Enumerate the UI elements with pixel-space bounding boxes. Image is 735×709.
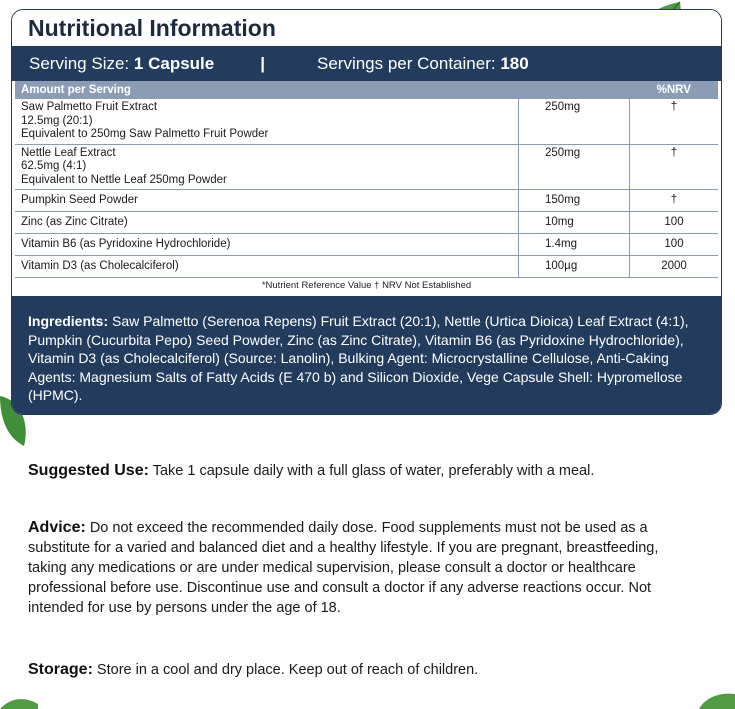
- header-nrv: %NRV: [630, 81, 719, 99]
- table-row: [15, 190, 718, 212]
- nutrition-table: [15, 81, 718, 278]
- advice-label: Advice:: [28, 519, 86, 536]
- advice-section: [28, 518, 698, 618]
- serving-size-label: Serving Size:: [29, 53, 130, 73]
- serving-separator: |: [260, 53, 265, 73]
- table-row: [15, 144, 718, 190]
- row-nrv: 100: [630, 234, 719, 256]
- servings-per-container-value: 180: [500, 53, 529, 73]
- suggested-use-section: [28, 461, 698, 481]
- row-amount: 150mg: [519, 190, 630, 212]
- serving-size-value: 1 Capsule: [133, 53, 215, 73]
- ingredients-block: [12, 296, 721, 414]
- storage-label: Storage:: [28, 661, 93, 678]
- table-footnote: *Nutrient Reference Value † NRV Not Established: [261, 280, 472, 291]
- serving-bar: [12, 46, 721, 81]
- table-row: [15, 234, 718, 256]
- row-name: Vitamin D3 (as Cholecalciferol): [15, 256, 519, 278]
- row-detail: Equivalent to Nettle Leaf 250mg Powder: [21, 173, 227, 186]
- row-detail: 62.5mg (4:1): [21, 160, 87, 172]
- storage-text: Store in a cool and dry place. Keep out of reach of children.: [92, 662, 479, 678]
- table-row: [15, 99, 718, 144]
- leaf-bottom-left-icon: [0, 694, 40, 709]
- row-detail: 12.5mg (20:1): [21, 114, 93, 127]
- leaf-bottom-right-icon: [695, 690, 735, 709]
- row-nrv: †: [630, 190, 719, 212]
- suggested-use-text: Take 1 capsule daily with a full glass of water, preferably with a meal.: [148, 463, 595, 479]
- row-amount: 1.4mg: [519, 234, 630, 256]
- row-amount: 250mg: [519, 144, 630, 190]
- table-row: [15, 212, 718, 234]
- row-name: Nettle Leaf Extract: [21, 146, 116, 159]
- row-nrv: 2000: [630, 256, 719, 278]
- row-name: Zinc (as Zinc Citrate): [15, 212, 519, 234]
- suggested-use-label: Suggested Use:: [28, 462, 149, 479]
- ingredients-label: Ingredients:: [28, 313, 109, 329]
- panel-title: Nutritional Information: [12, 10, 721, 46]
- servings-per-container-label: Servings per Container:: [316, 53, 496, 73]
- row-nrv: 100: [630, 212, 719, 234]
- ingredients-text: Saw Palmetto (Serenoa Repens) Fruit Extract (20:1), Nettle (Urtica Dioica) Leaf Extract (4:1), Pumpkin (Cucurbita Pepo) Seed Powder, Zinc (as Zinc Citrate), Vitamin B6 (as Pyridoxine Hydrochloride), Vitamin D3 (as Cholecalciferol) (Source: Lanolin), Bulking Agent: Microcrystalline Cellulose, Anti-Caking Agents: Magnesium Salts of Fatty Acids (E 470 b) and Silicon Dioxide, Vege Capsule Shell: Hypromellose (HPMC).: [28, 313, 689, 403]
- row-name: Pumpkin Seed Powder: [15, 190, 519, 212]
- table-row: [15, 256, 718, 278]
- row-name-cell: [15, 99, 519, 144]
- storage-section: [28, 660, 698, 680]
- row-detail: Equivalent to 250mg Saw Palmetto Fruit Powder: [21, 128, 269, 140]
- row-name: Saw Palmetto Fruit Extract: [21, 101, 158, 113]
- table-header-row: [15, 81, 718, 99]
- row-name: Vitamin B6 (as Pyridoxine Hydrochloride): [15, 234, 519, 256]
- row-name-cell: [15, 144, 519, 190]
- row-amount: 250mg: [519, 99, 630, 144]
- row-amount: 100µg: [519, 256, 630, 278]
- row-amount: 10mg: [519, 212, 630, 234]
- row-nrv: †: [630, 144, 719, 190]
- advice-text: Do not exceed the recommended daily dose. Food supplements must not be used as a substitute for a varied and balanced diet and a healthy lifestyle. If you are pregnant, breastfeeding, taking any medications or are under medical supervision, please consult a doctor or healthcare professional before use. Discontinue use and consult a doctor if any adverse reactions occur. Not intended for use by persons under the age of 18.: [28, 520, 659, 616]
- nutrition-panel: [11, 9, 722, 415]
- header-amount-per-serving: Amount per Serving: [15, 81, 630, 99]
- row-nrv: †: [630, 99, 719, 144]
